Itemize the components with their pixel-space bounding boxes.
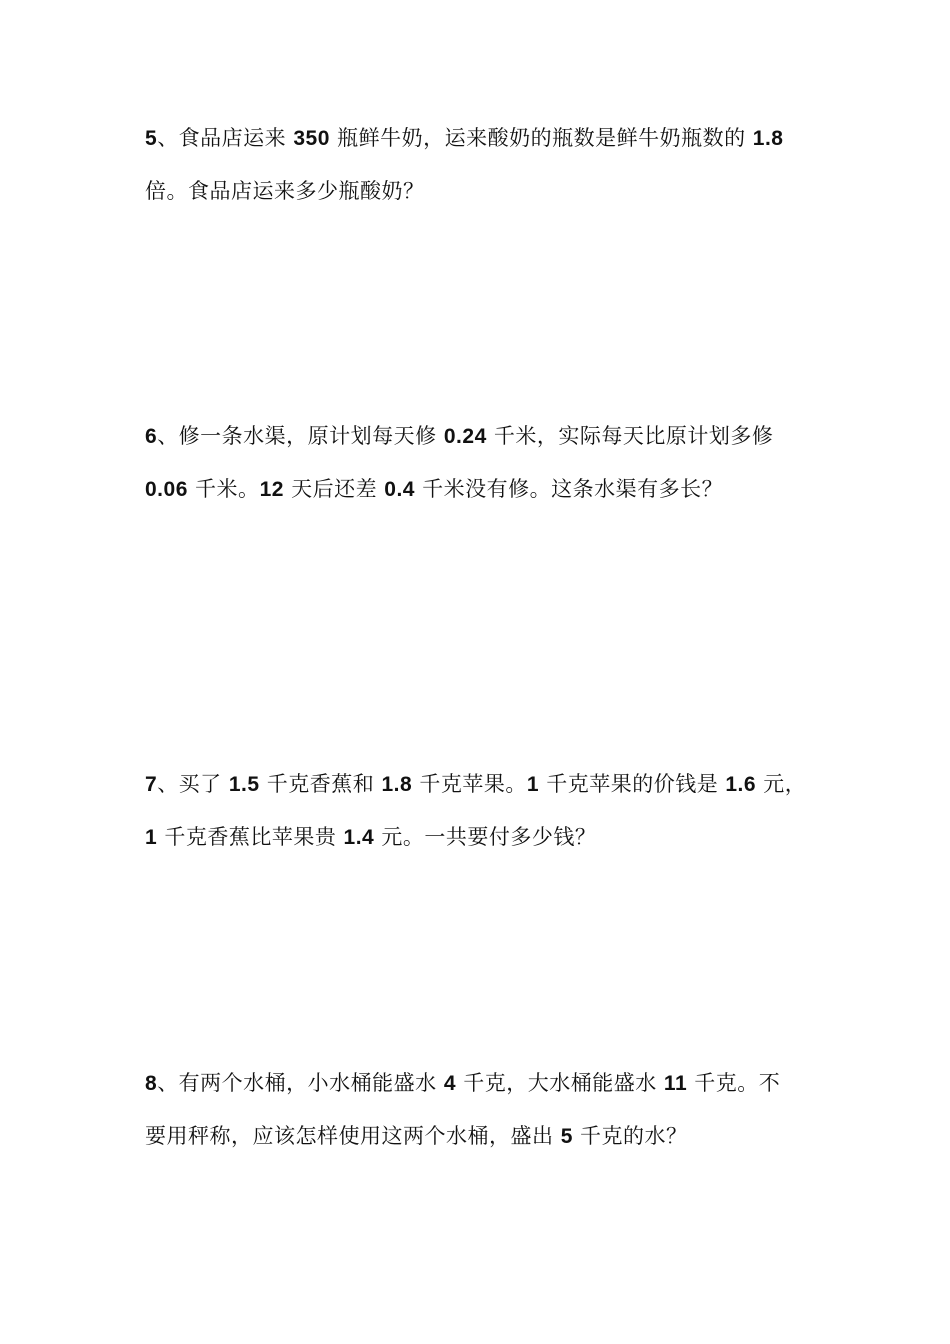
problem-text: 千克苹果。 bbox=[412, 772, 527, 796]
problem-text: 、买了 bbox=[157, 772, 229, 796]
problem-6-line-1 bbox=[145, 410, 815, 463]
problem-text: 元， bbox=[756, 772, 807, 796]
number: 1.8 bbox=[381, 773, 413, 796]
problem-text: 千克香蕉和 bbox=[259, 772, 382, 796]
problem-6 bbox=[145, 410, 815, 516]
problem-text: 、修一条水渠，原计划每天修 bbox=[157, 424, 444, 448]
problem-text: 天后还差 bbox=[283, 477, 385, 501]
problem-8-line-1 bbox=[145, 1057, 815, 1110]
problem-text: 千米没有修。这条水渠有多长？ bbox=[414, 477, 724, 501]
problem-text: 要用秤称，应该怎样使用这两个水桶，盛出 bbox=[145, 1124, 561, 1148]
problem-text: 千米。 bbox=[187, 477, 260, 501]
problem-text: 千克，大水桶能盛水 bbox=[456, 1071, 664, 1095]
problem-text: 千克。不 bbox=[687, 1071, 781, 1095]
problem-8-line-2 bbox=[145, 1110, 815, 1163]
problem-7-line-2 bbox=[145, 811, 815, 864]
number: 350 bbox=[293, 127, 330, 150]
problem-number: 5 bbox=[145, 127, 158, 150]
number: 0.4 bbox=[384, 478, 415, 501]
problem-text: 千克苹果的价钱是 bbox=[539, 772, 726, 796]
problem-text: 元。一共要付多少钱？ bbox=[374, 825, 597, 849]
number: 1.5 bbox=[228, 773, 260, 796]
number: 4 bbox=[443, 1072, 457, 1095]
number: 0.06 bbox=[145, 478, 188, 501]
problem-text: 倍。食品店运来多少瓶酸奶？ bbox=[145, 179, 425, 203]
problem-text: 瓶鲜牛奶，运来酸奶的瓶数是鲜牛奶瓶数的 bbox=[329, 126, 753, 150]
problem-8 bbox=[145, 1057, 815, 1163]
number: 1.8 bbox=[752, 127, 784, 150]
problem-7-line-1 bbox=[145, 758, 815, 811]
problem-number: 7 bbox=[145, 773, 158, 796]
number: 1 bbox=[145, 826, 158, 849]
number: 1.6 bbox=[725, 773, 757, 796]
problem-text: 、食品店运来 bbox=[157, 126, 294, 150]
problem-5 bbox=[145, 112, 815, 217]
problem-6-line-2 bbox=[145, 463, 815, 516]
number: 11 bbox=[663, 1072, 688, 1095]
number: 1.4 bbox=[343, 826, 375, 849]
number: 12 bbox=[259, 478, 284, 501]
problem-text: 千克香蕉比苹果贵 bbox=[157, 825, 344, 849]
number: 1 bbox=[526, 773, 540, 796]
problem-text: 、有两个水桶，小水桶能盛水 bbox=[157, 1071, 444, 1095]
problem-text: 千米，实际每天比原计划多修 bbox=[486, 424, 774, 448]
problem-5-line-2 bbox=[145, 165, 815, 217]
number: 0.24 bbox=[443, 425, 487, 448]
problem-7 bbox=[145, 758, 815, 864]
problem-text: 千克的水？ bbox=[572, 1124, 688, 1148]
number: 5 bbox=[560, 1125, 573, 1148]
problem-number: 8 bbox=[145, 1072, 158, 1095]
problem-5-line-1 bbox=[145, 112, 815, 165]
problem-number: 6 bbox=[145, 425, 158, 448]
